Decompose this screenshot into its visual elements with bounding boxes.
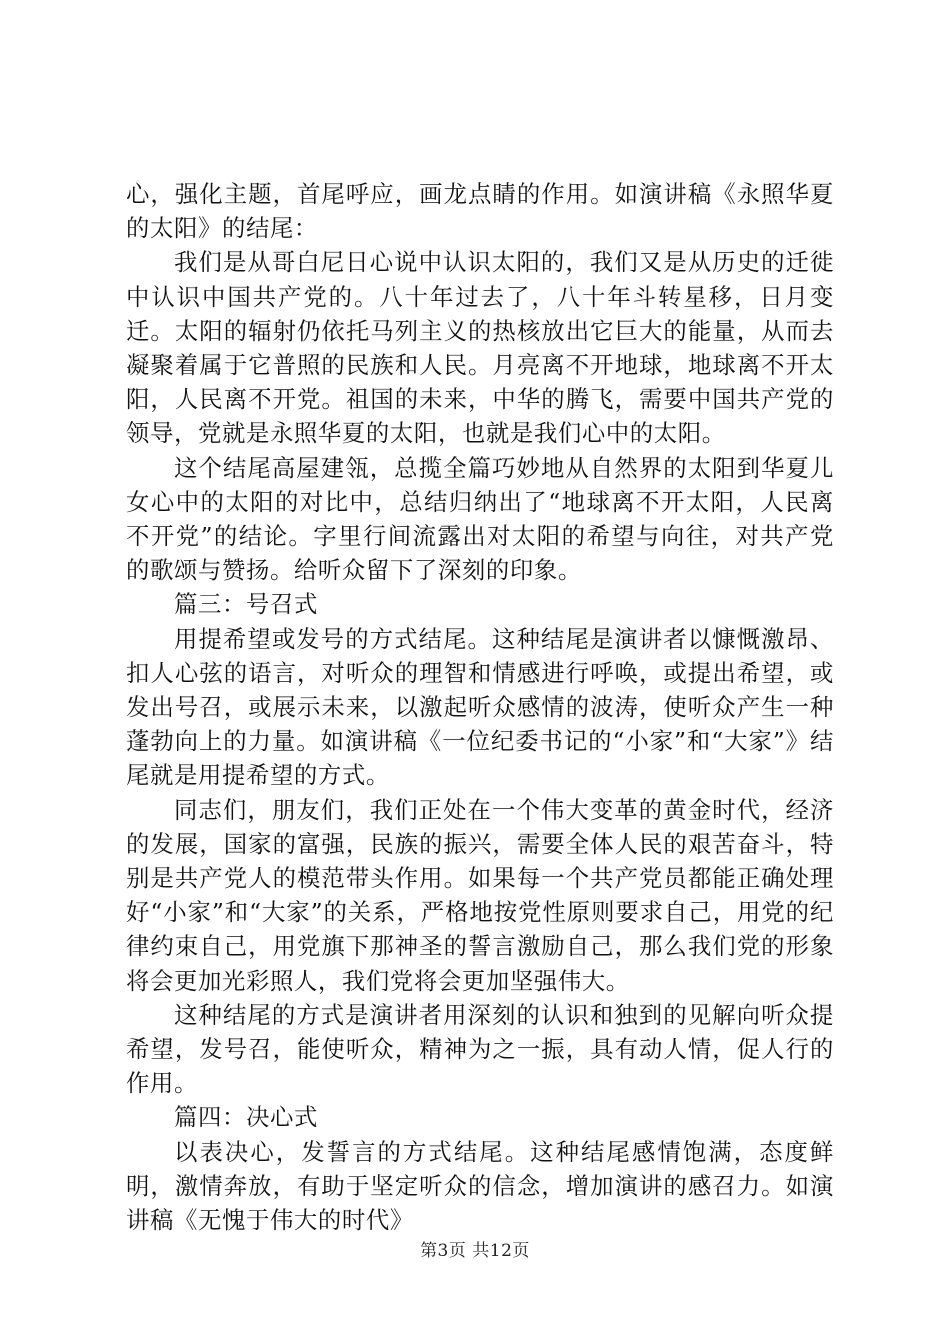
paragraph-9: 以表决心，发誓言的方式结尾。这种结尾感情饱满，态度鲜明，激情奔放，有助于坚定听众的信念，增加演讲的感召力。如演讲稿《无愧于伟大的时代》 xyxy=(126,1137,834,1235)
section-heading-4: 篇四：决心式 xyxy=(174,1103,318,1132)
document-body xyxy=(126,177,834,1237)
page-number-footer: 第3页 共12页 xyxy=(420,1241,530,1261)
paragraph-5: 用提希望或发号的方式结尾。这种结尾是演讲者以慷慨激昂、扣人心弦的语言，对听众的理智和情感进行呼唤，或提出希望，或发出号召，或展示未来，以激起听众感情的波涛，使听众产生一种蓬勃向上的力量。如演讲稿《一位纪委书记的“小家”和“大家”》结尾就是用提希望的方式。 xyxy=(126,624,834,790)
paragraph-6: 同志们，朋友们，我们正处在一个伟大变革的黄金时代，经济的发展，国家的富强，民族的振兴，需要全体人民的艰苦奋斗，特别是共产党人的模范带头作用。如果每一个共产党员都能正确处理好“小家”和“大家”的关系，严格地按党性原则要求自己，用党的纪律约束自己，用党旗下那神圣的誓言激励自己，那么我们党的形象将会更加光彩照人，我们党将会更加坚强伟大。 xyxy=(126,795,834,995)
section-heading-3: 篇三：号召式 xyxy=(174,590,318,619)
paragraph-7: 这种结尾的方式是演讲者用深刻的认识和独到的见解向听众提希望，发号召，能使听众，精神为之一振，具有动人情，促人行的作用。 xyxy=(126,1000,834,1098)
paragraph-1: 心，强化主题，首尾呼应，画龙点睛的作用。如演讲稿《永照华夏的太阳》的结尾： xyxy=(126,180,834,243)
paragraph-2: 我们是从哥白尼日心说中认识太阳的，我们又是从历史的迁徙中认识中国共产党的。八十年过去了，八十年斗转星移，日月变迁。太阳的辐射仍依托马列主义的热核放出它巨大的能量，从而去凝聚着属于它普照的民族和人民。月亮离不开地球，地球离不开太阳，人民离不开党。祖国的未来，中华的腾飞，需要中国共产党的领导，党就是永照华夏的太阳，也就是我们心中的太阳。 xyxy=(126,248,834,448)
paragraph-3: 这个结尾高屋建瓴，总揽全篇巧妙地从自然界的太阳到华夏儿女心中的太阳的对比中，总结归纳出了“地球离不开太阳，人民离不开党”的结论。字里行间流露出对太阳的希望与向往，对共产党的歌颂与赞扬。给听众留下了深刻的印象。 xyxy=(126,453,834,585)
